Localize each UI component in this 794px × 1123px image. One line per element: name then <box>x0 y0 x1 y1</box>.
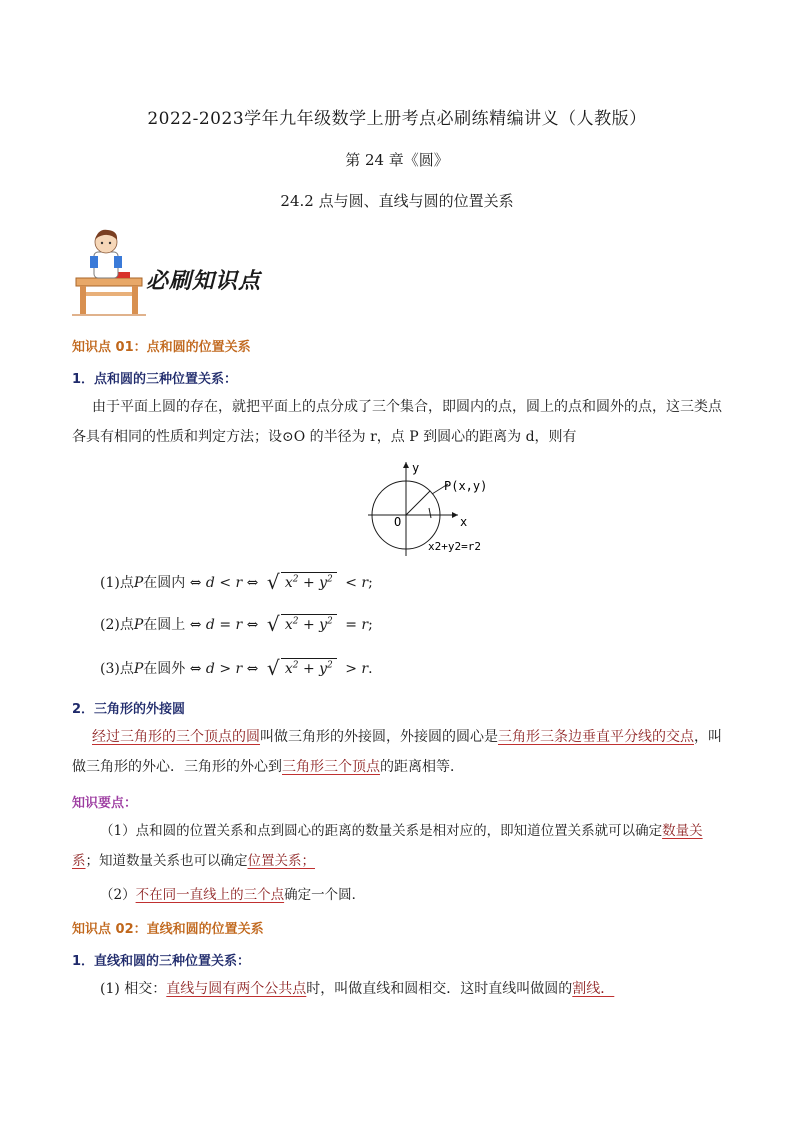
kp1-paragraph-line2: 各具有相同的性质和判定方法；设⊙O 的半径为 r，点 P 到圆心的距离为 d，则有 <box>72 429 577 445</box>
chapter-title: 第 24 章《圆》 <box>345 151 449 169</box>
kp1-heading: 知识点 01：点和圆的位置关系 <box>72 340 251 355</box>
kp1-sub1: 1．点和圆的三种位置关系： <box>72 372 238 387</box>
kp1-sub2: 2．三角形的外接圆 <box>72 702 186 717</box>
section-title: 24.2 点与圆、直线与圆的位置关系 <box>280 192 514 210</box>
y-label: y <box>412 461 420 475</box>
formula-outside: (3)点P在圆外 ⇔ d > r ⇔ √ $x^2 + y^2 > r$. <box>100 656 373 681</box>
point-label: P(x,y) <box>444 479 488 493</box>
kp1-paragraph-line1: 由于平面上圆的存在，就把平面上的点分成了三个集合，即圆内的点，圆上的点和圆外的点，这三类点 <box>92 399 722 415</box>
origin-label: O <box>394 515 402 529</box>
kp2-intersect-line: (1) 相交：直线与圆有两个公共点时，叫做直线和圆相交．这时直线叫做圆的割线． <box>100 981 615 997</box>
key-point-1-line2: 系；知道数量关系也可以确定位置关系； <box>72 853 315 869</box>
radius-line <box>406 491 430 515</box>
circle-coordinate-diagram <box>366 458 506 558</box>
key-point-1-line1: （1）点和圆的位置关系和点到圆心的距离的数量关系是相对应的，即知道位置关系就可以确定数量关 <box>100 823 703 839</box>
kp2-heading: 知识点 02：直线和圆的位置关系 <box>72 922 264 937</box>
key-points-heading: 知识要点： <box>72 796 138 811</box>
circumcircle-line1: 经过三角形的三个顶点的圆叫做三角形的外接圆，外接圆的圆心是三角形三条边垂直平分线的交点，叫 <box>92 729 722 745</box>
equation-label: x2+y2=r2 <box>428 540 481 553</box>
formula-inside: (1)点P在圆内 ⇔ d < r ⇔ √ $x^2 + y^2 < r$; <box>100 570 373 595</box>
key-point-2: （2）不在同一直线上的三个点确定一个圆． <box>100 887 366 903</box>
x-label: x <box>460 515 468 529</box>
banner-title: 必刷知识点 <box>146 268 262 294</box>
circumcircle-line2: 做三角形的外心．三角形的外心到三角形三个顶点的距离相等． <box>72 759 464 775</box>
formula-on: (2)点P在圆上 ⇔ d = r ⇔ √ $x^2 + y^2 = r$; <box>100 612 373 637</box>
document-title: 2022-2023学年九年级数学上册考点必刷练精编讲义（人教版） <box>147 109 647 129</box>
kp2-sub1: 1．直线和圆的三种位置关系： <box>72 954 251 969</box>
